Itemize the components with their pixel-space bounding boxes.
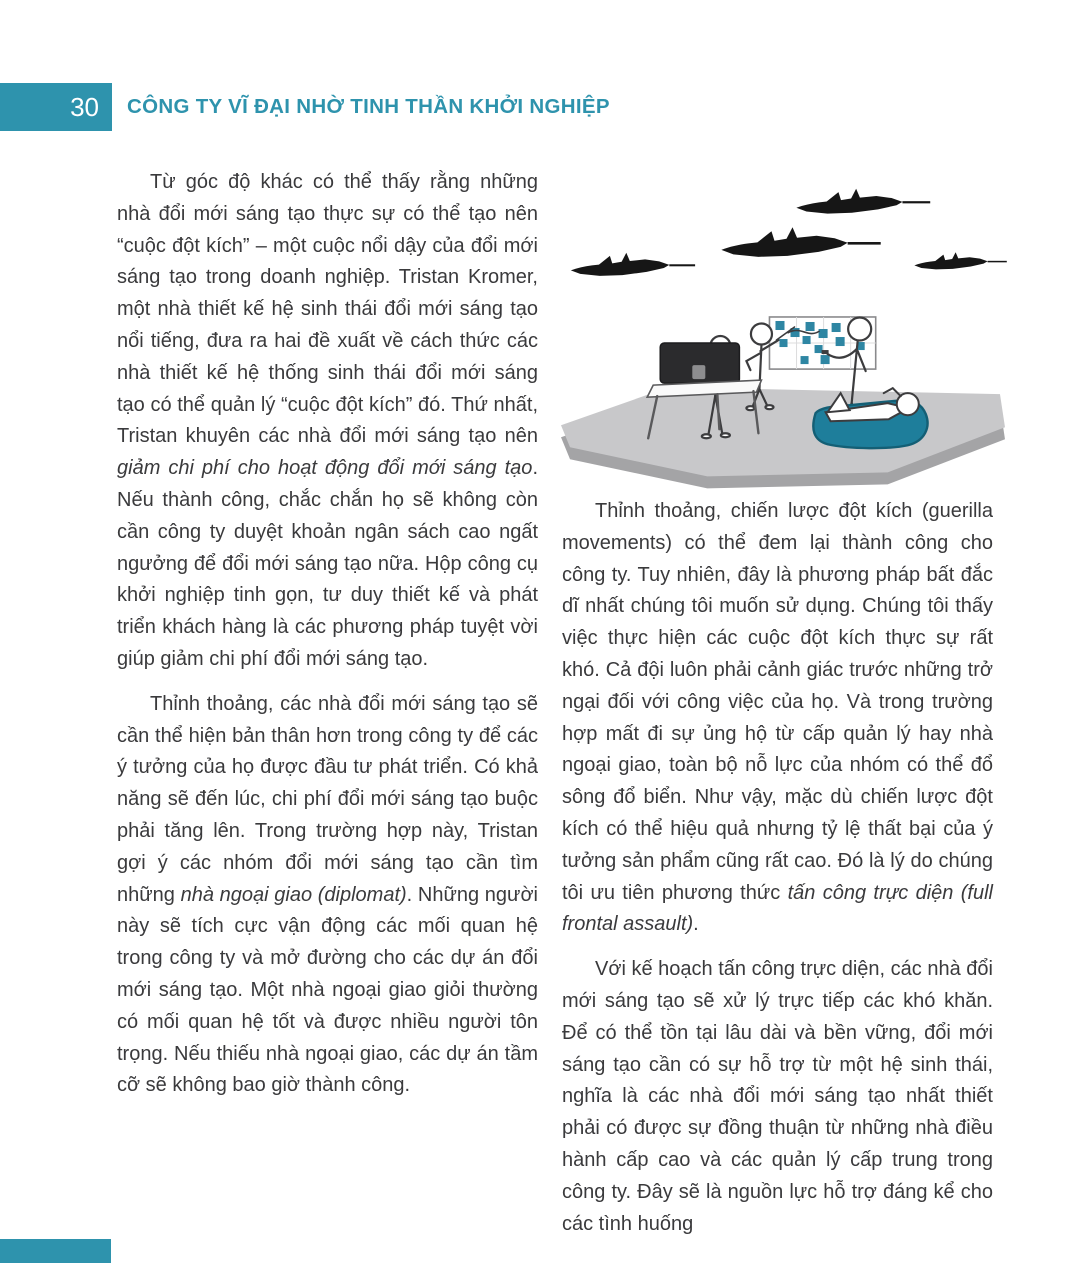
paragraph: Với kế hoạch tấn công trực diện, các nhà đổi mới sáng tạo sẽ xử lý trực tiếp các khó khăn. Để có thể tồn tại lâu dài và bền vững, đổi mới sáng tạo cần có sự hỗ trợ từ một hệ sinh thái, nghĩa là các nhà đổi mới sáng tạo nhất thiết phải có được sự đồng thuận từ những nhà điều hành cấp cao và các quản lý cấp trung trong công ty. Đây sẽ là nguồn lực hỗ trợ đáng kể cho các tình huống — [562, 958, 993, 1235]
fighter-jet-icon — [796, 189, 930, 214]
paragraph: Thỉnh thoảng, chiến lược đột kích (guerilla movements) có thể đem lại thành công cho công ty. Tuy nhiên, đây là phương pháp bất đắc dĩ nhất chúng tôi muốn sử dụng. Chúng tôi thấy việc thực hiện các cuộc đột kích thực sự rất khó. Cả đội luôn phải cảnh giác trước những trở ngại đối với công việc của họ. Và trong trường hợp mất đi sự ủng hộ từ cấp quản lý hay nhà ngoại giao, toàn bộ nỗ lực của nhóm có thể đổ sông đổ biển. Như vậy, mặc dù chiến lược đột kích có thể hiệu quả nhưng tỷ lệ thất bại của ý tưởng sản phẩm cũng rất cao. Đó là lý do chúng tôi ưu tiên phương thức tấn công trực diện (full frontal assault). — [562, 500, 993, 936]
page-number: 30 — [70, 91, 99, 122]
page-number-tab — [0, 83, 112, 131]
fighter-jet-icon — [721, 227, 880, 257]
fighter-jet-icon — [571, 253, 695, 276]
left-text-column — [117, 167, 538, 1102]
paragraph: Thỉnh thoảng, các nhà đổi mới sáng tạo sẽ cần thể hiện bản thân hơn trong công ty để các ý tưởng của họ được đầu tư phát triển. Có khả năng sẽ đến lúc, chi phí đổi mới sáng tạo buộc phải tăng lên. Trong trường hợp này, Tristan gợi ý các nhóm đổi mới sáng tạo cần tìm những nhà ngoại giao (diplomat). Những người này sẽ tích cực vận động các mối quan hệ trong công ty và mở đường cho các dự án đổi mới sáng tạo. Một nhà ngoại giao giỏi thường có mối quan hệ tốt và được nhiều người tôn trọng. Nếu thiếu nhà ngoại giao, các dự án tầm cỡ sẽ không bao giờ thành công. — [117, 692, 538, 1097]
paragraph: Từ góc độ khác có thể thấy rằng những nhà đổi mới sáng tạo thực sự có thể tạo nên “cuộc đột kích” – một cuộc nổi dậy của đổi mới sáng tạo trong doanh nghiệp. Tristan Kromer, một nhà thiết kế hệ sinh thái đổi mới sáng tạo nổi tiếng, đưa ra hai đề xuất về cách thức các nhà thiết kế hệ thống sinh thái đổi mới sáng tạo có thể quản lý “cuộc đột kích” đó. Thứ nhất, Tristan khuyên các nhà đổi mới sáng tạo nên giảm chi phí cho hoạt động đổi mới sáng tạo. Nếu thành công, chắc chắn họ sẽ không còn cần công ty duyệt khoản ngân sách cao ngất ngưởng để đổi mới sáng tạo nữa. Hộp công cụ khởi nghiệp tinh gọn, tư duy thiết kế và phát triển khách hàng là các phương pháp tuyệt vời giúp giảm chi phí đổi mới sáng tạo. — [117, 171, 538, 670]
right-text-column — [562, 496, 993, 1240]
running-header-title: CÔNG TY VĨ ĐẠI NHỜ TINH THẦN KHỞI NGHIỆP — [127, 95, 610, 118]
footer-color-tab — [0, 1239, 111, 1263]
innovation-raid-illustration — [557, 166, 1010, 490]
platform — [561, 387, 1005, 488]
fighter-jet-icon — [914, 252, 1006, 269]
fighter-jet-icons — [571, 189, 1007, 276]
